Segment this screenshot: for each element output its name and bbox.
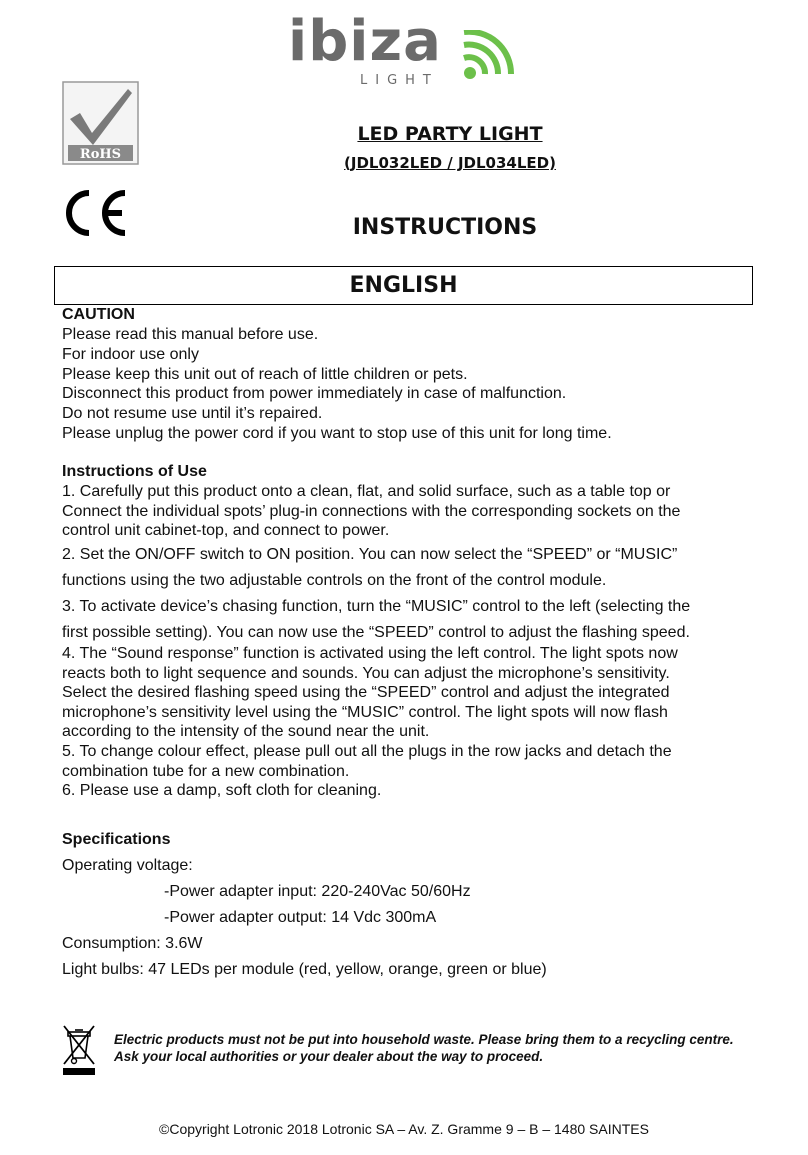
instruction-line: 2. Set the ON/OFF switch to ON position. You can now select the “SPEED” or “MUSIC”: [62, 546, 678, 563]
language-banner: [54, 266, 753, 305]
instruction-line: 6. Please use a damp, soft cloth for cleaning.: [62, 782, 382, 799]
ce-mark-icon: [60, 187, 130, 239]
specifications-heading: Specifications: [62, 831, 171, 848]
product-title: LED PARTY LIGHT: [357, 123, 543, 145]
instructions-heading: Instructions of Use: [62, 463, 207, 480]
spec-consumption: Consumption: 3.6W: [62, 935, 203, 952]
logo-wordmark: ibiza: [288, 9, 442, 74]
instruction-line: Connect the individual spots’ plug-in connections with the corresponding sockets on the: [62, 503, 681, 520]
rohs-check-icon: [62, 81, 139, 165]
spec-light-bulbs: Light bulbs: 47 LEDs per module (red, yellow, orange, green or blue): [62, 961, 547, 978]
instruction-line: control unit cabinet-top, and connect to power.: [62, 522, 390, 539]
instruction-line: according to the intensity of the sound near the unit.: [62, 723, 430, 740]
caution-line: Disconnect this product from power immediately in case of malfunction.: [62, 385, 567, 402]
logo-subtitle: LIGHT: [360, 73, 439, 88]
caution-line: Please read this manual before use.: [62, 326, 319, 343]
rohs-badge: [62, 81, 139, 165]
caution-heading: CAUTION: [62, 306, 135, 323]
weee-bin-icon: [62, 1024, 96, 1076]
instruction-line: Select the desired flashing speed using the “SPEED” control and adjust the integrated: [62, 684, 670, 701]
instruction-line: 1. Carefully put this product onto a clean, flat, and solid surface, such as a table top or: [62, 483, 671, 500]
instruction-line: 4. The “Sound response” function is activated using the left control. The light spots now: [62, 645, 678, 662]
instruction-line: 3. To activate device’s chasing function, turn the “MUSIC” control to the left (selecting the: [62, 598, 691, 615]
disposal-notice: Electric products must not be put into household waste. Please bring them to a recycling centre. Ask your local authorities or your dealer about the way to proceed.: [114, 1032, 734, 1064]
instruction-line: reacts both to light sequence and sounds. You can adjust the microphone’s sensitivity.: [62, 665, 670, 682]
instruction-line: combination tube for a new combination.: [62, 763, 350, 780]
caution-line: Please keep this unit out of reach of little children or pets.: [62, 366, 468, 383]
caution-line: For indoor use only: [62, 346, 199, 363]
caution-line: Do not resume use until it’s repaired.: [62, 405, 323, 422]
spec-voltage-label: Operating voltage:: [62, 857, 193, 874]
model-numbers: (JDL032LED / JDL034LED): [344, 154, 556, 172]
copyright-footer: ©Copyright Lotronic 2018 Lotronic SA – Av. Z. Gramme 9 – B – 1480 SAINTES: [159, 1121, 649, 1137]
section-heading: INSTRUCTIONS: [352, 215, 538, 240]
language-label: ENGLISH: [349, 273, 458, 298]
signal-waves-icon: [458, 30, 520, 80]
caution-line: Please unplug the power cord if you want to stop use of this unit for long time.: [62, 425, 612, 442]
instruction-line: functions using the two adjustable controls on the front of the control module.: [62, 572, 607, 589]
instruction-line: first possible setting). You can now use the “SPEED” control to adjust the flashing speed.: [62, 624, 690, 641]
rohs-label: RoHS: [79, 147, 122, 162]
instruction-line: 5. To change colour effect, please pull out all the plugs in the row jacks and detach the: [62, 743, 672, 760]
brand-logo: [286, 9, 526, 88]
spec-adapter-output: -Power adapter output: 14 Vdc 300mA: [164, 909, 437, 926]
spec-adapter-input: -Power adapter input: 220-240Vac 50/60Hz: [164, 883, 471, 900]
instruction-line: microphone’s sensitivity level using the “MUSIC” control. The light spots will now flash: [62, 704, 668, 721]
ce-mark: [60, 187, 130, 239]
